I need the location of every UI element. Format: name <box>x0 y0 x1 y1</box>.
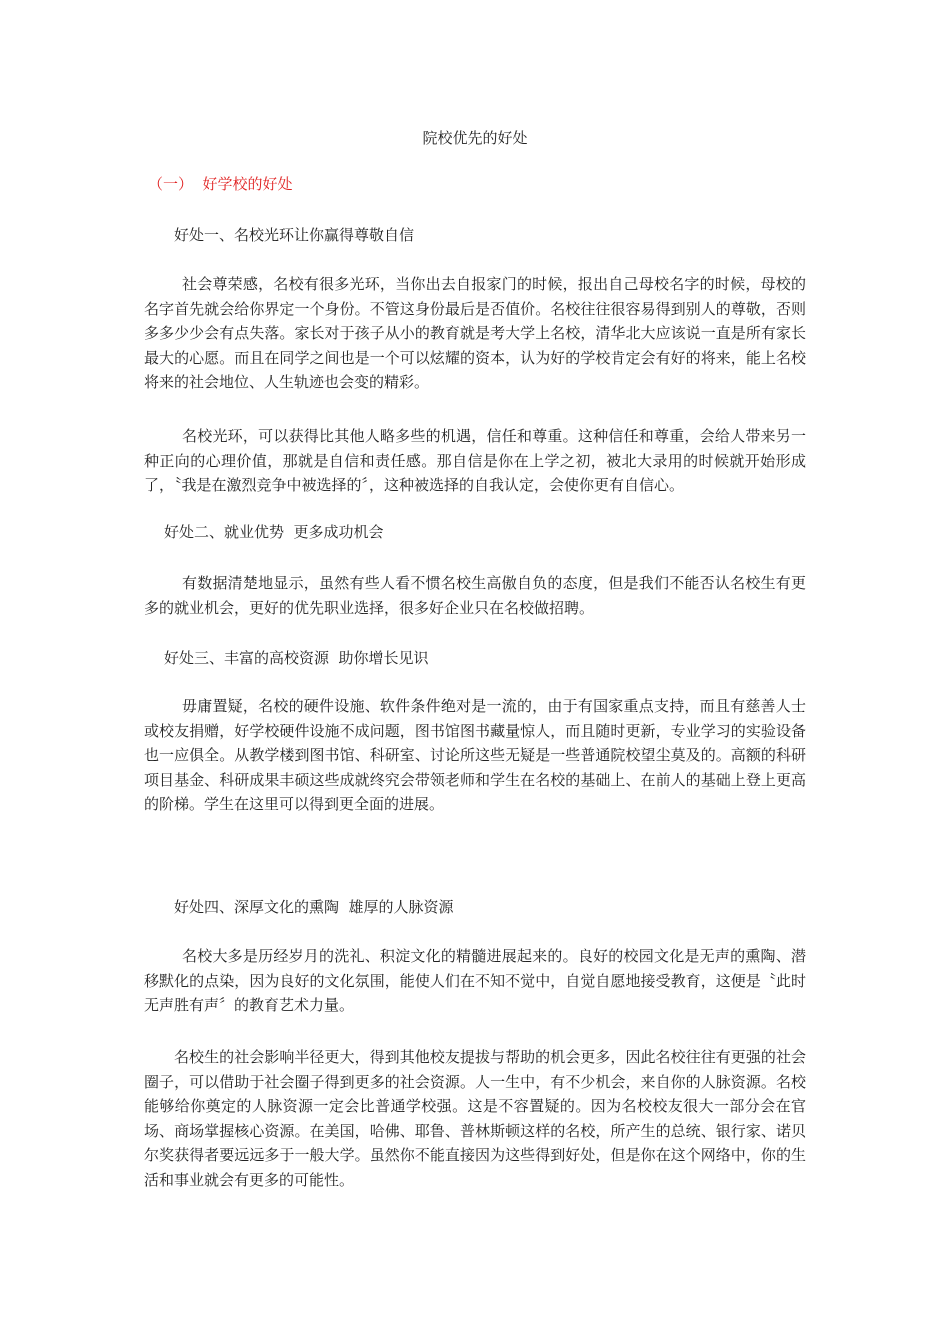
paragraph-1: 社会尊荣感，名校有很多光环，当你出去自报家门的时候，报出自己母校名字的时候，母校的名字首先就会给你界定一个身份。不管这身份最后是否值价。名校往往很容易得到别人的尊敬，否则多多少少会有点失落。家长对于孩子从小的教育就是考大学上名校，清华北大应该说一直是所有家长最大的心愿。而且在同学之间也是一个可以炫耀的资本，认为好的学校肯定会有好的将来，能上名校将来的社会地位、人生轨迹也会变的精彩。 <box>144 275 806 391</box>
page-title: 院校优先的好处 <box>422 129 528 147</box>
paragraph-5: 名校大多是历经岁月的洗礼、积淀文化的精髓进展起来的。良好的校园文化是无声的熏陶、潜移默化的点染，因为良好的文化氛围，能使人们在不知不觉中，自觉自愿地接受教育，这便是〝此时无声胜有声〞的教育艺术力量。 <box>144 947 806 1014</box>
heading-benefit-4: 好处四、深厚文化的熏陶 雄厚的人脉资源 <box>174 898 454 916</box>
paragraph-4: 毋庸置疑，名校的硬件设施、软件条件绝对是一流的，由于有国家重点支持，而且有慈善人士或校友捐赠，好学校硬件设施不成问题，图书馆图书藏量惊人，而且随时更新，专业学习的实验设备也一应俱全。从教学楼到图书馆、科研室、讨论所这些无疑是一些普通院校望尘莫及的。高额的科研项目基金、科研成果丰硕这些成就终究会带领老师和学生在名校的基础上、在前人的基础上登上更高的阶梯。学生在这里可以得到更全面的进展。 <box>144 697 806 813</box>
heading-benefit-1: 好处一、名校光环让你赢得尊敬自信 <box>174 226 415 244</box>
heading-benefit-3: 好处三、丰富的高校资源 助你增长见识 <box>164 649 429 667</box>
paragraph-6: 名校生的社会影响半径更大，得到其他校友提拔与帮助的机会更多，因此名校往往有更强的社会圈子，可以借助于社会圈子得到更多的社会资源。人一生中，有不少机会，来自你的人脉资源。名校能够给你奠定的人脉资源一定会比普通学校强。这是不容置疑的。因为名校校友很大一部分会在官场、商场掌握核心资源。在美国，哈佛、耶鲁、普林斯顿这样的名校，所产生的总统、银行家、诺贝尔奖获得者要远远多于一般大学。虽然你不能直接因为这些得到好处，但是你在这个网络中，你的生活和事业就会有更多的可能性。 <box>144 1048 806 1189</box>
heading-benefit-2: 好处二、就业优势 更多成功机会 <box>164 523 384 541</box>
section-heading: （一） 好学校的好处 <box>148 175 293 193</box>
paragraph-3: 有数据清楚地显示，虽然有些人看不惯名校生高傲自负的态度，但是我们不能否认名校生有更多的就业机会，更好的优先职业选择，很多好企业只在名校做招聘。 <box>144 574 806 617</box>
paragraph-2: 名校光环，可以获得比其他人略多些的机遇，信任和尊重。这种信任和尊重，会给人带来另一种正向的心理价值，那就是自信和责任感。那自信是你在上学之初，被北大录用的时候就开始形成了，〝我是在激烈竞争中被选择的〞，这种被选择的自我认定，会使你更有自信心。 <box>144 427 806 494</box>
